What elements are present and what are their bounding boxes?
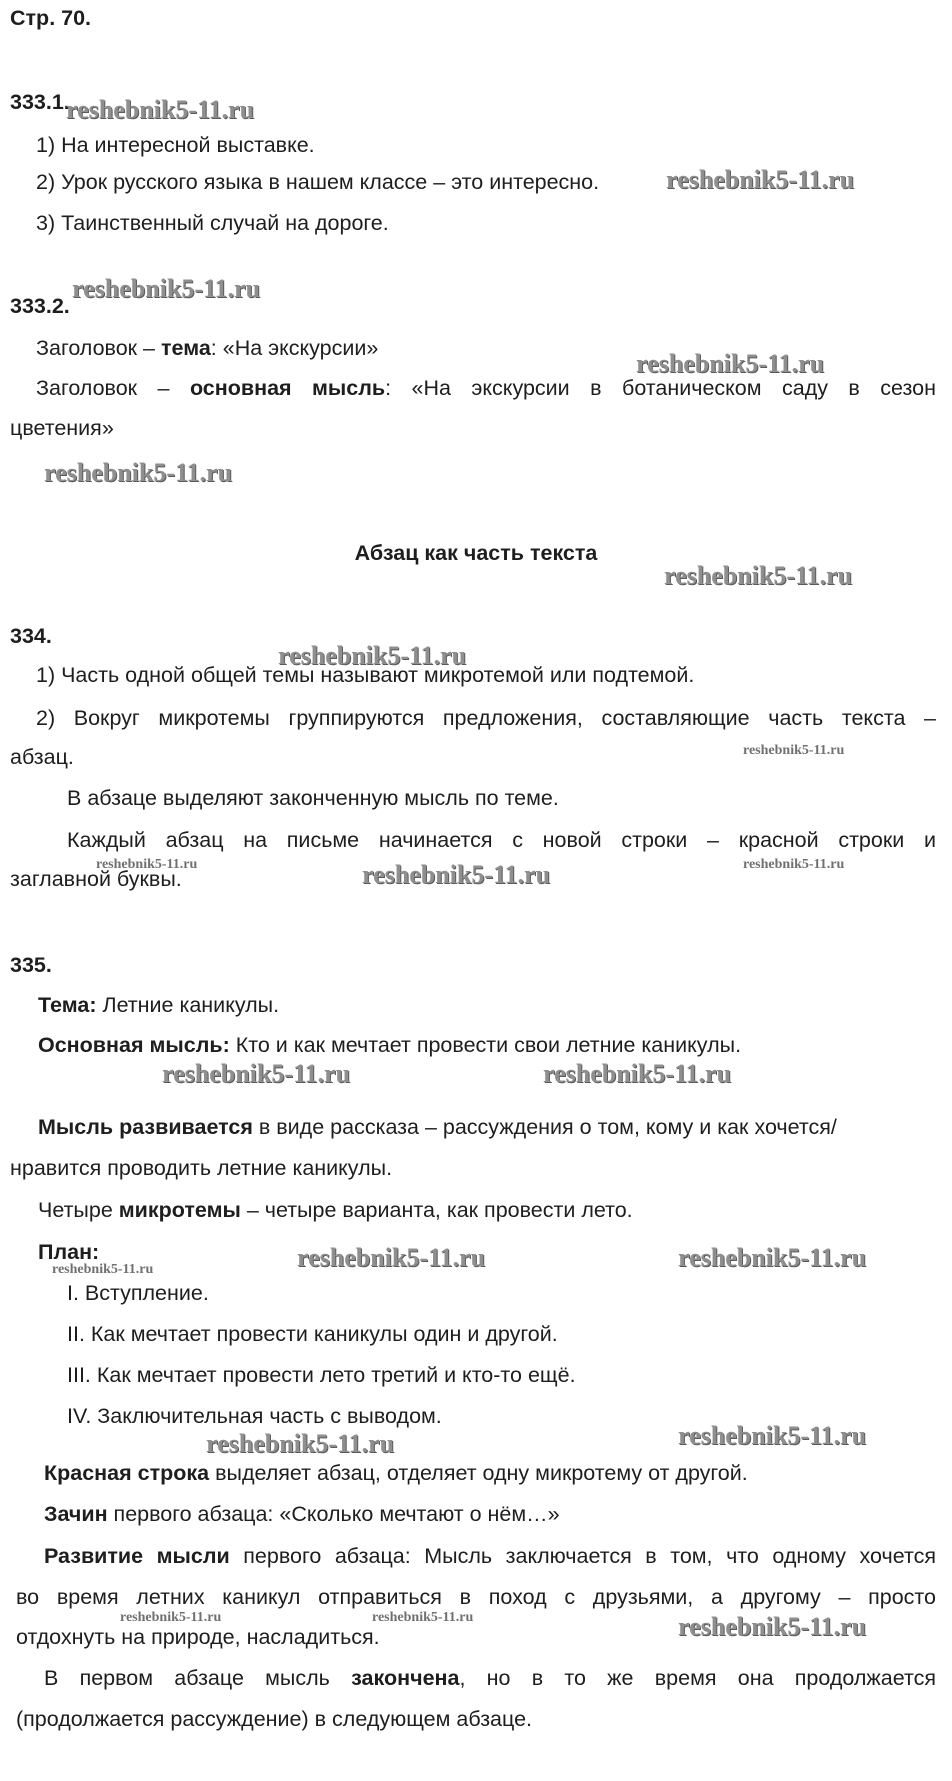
bold-term: Развитие мысли — [44, 1544, 230, 1568]
exercise-number: 334. — [10, 624, 52, 648]
text: выделяет абзац, отделяет одну микротему от другой. — [209, 1461, 748, 1485]
watermark: reshebnik5-11.ru — [44, 458, 233, 487]
text: Заголовок – — [36, 376, 190, 400]
bold-term: тема — [161, 336, 211, 360]
paragraph-line: нравится проводить летние каникулы. — [10, 1156, 393, 1180]
list-item: 2) Урок русского языка в нашем классе – это интересно. — [36, 170, 600, 194]
watermark: reshebnik5-11.ru — [743, 743, 845, 758]
paragraph-line: заглавной буквы. — [10, 867, 182, 891]
watermark: reshebnik5-11.ru — [543, 1059, 732, 1088]
watermark: reshebnik5-11.ru — [678, 1612, 867, 1641]
list-item: 1) На интересной выставке. — [36, 133, 315, 157]
watermark: reshebnik5-11.ru — [666, 165, 855, 194]
text: первого абзаца: «Сколько мечтают о нём…» — [107, 1502, 560, 1526]
plan-item: IV. Заключительная часть с выводом. — [67, 1404, 442, 1428]
bold-term: микротемы — [118, 1198, 241, 1222]
watermark: reshebnik5-11.ru — [664, 561, 853, 590]
watermark: reshebnik5-11.ru — [96, 857, 198, 872]
paragraph-line: Каждый абзац на письме начинается с новой строки – красной строки и — [67, 828, 936, 852]
watermark: reshebnik5-11.ru — [120, 1610, 222, 1625]
exercise-number: 333.1. — [10, 90, 70, 114]
exercise-number: 335. — [10, 953, 52, 977]
paragraph-line — [38, 1035, 741, 1057]
text: Заголовок – — [36, 336, 161, 360]
watermark: reshebnik5-11.ru — [678, 1421, 867, 1450]
paragraph-line — [36, 338, 378, 360]
text: Кто и как мечтает провести свои летние каникулы. — [229, 1033, 742, 1057]
paragraph-line — [44, 1463, 748, 1485]
bold-term: основная мысль — [189, 376, 386, 400]
watermark: reshebnik5-11.ru — [678, 1243, 867, 1272]
watermark: reshebnik5-11.ru — [297, 1243, 486, 1272]
bold-term: закончена — [351, 1666, 460, 1690]
watermark: reshebnik5-11.ru — [743, 857, 845, 872]
watermark: reshebnik5-11.ru — [72, 274, 261, 303]
watermark: reshebnik5-11.ru — [372, 1610, 474, 1625]
plan-item: II. Как мечтает провести каникулы один и другой. — [67, 1322, 558, 1346]
text: : «На экскурсии» — [210, 336, 379, 360]
text: – четыре варианта, как провести лето. — [240, 1198, 633, 1222]
paragraph-line: 1) Часть одной общей темы называют микротемой или подтемой. — [36, 663, 695, 687]
paragraph-line: 2) Вокруг микротемы группируются предложения, составляющие часть текста – — [36, 706, 936, 730]
plan-label: План: — [38, 1240, 100, 1264]
paragraph-line: В абзаце выделяют законченную мысль по теме. — [67, 786, 559, 810]
watermark: reshebnik5-11.ru — [66, 95, 255, 124]
text: в виде рассказа – рассуждения о том, кому и как хочется/ — [252, 1115, 837, 1139]
paragraph-line — [44, 1546, 936, 1568]
watermark: reshebnik5-11.ru — [206, 1429, 395, 1458]
paragraph-line: отдохнуть на природе, насладиться. — [16, 1625, 380, 1649]
text: первого абзаца: Мысль заключается в том, что одному хочется — [229, 1544, 936, 1568]
watermark: reshebnik5-11.ru — [362, 860, 551, 889]
text: В первом абзаце мысль — [44, 1666, 352, 1690]
page-number: Стр. 70. — [10, 6, 92, 30]
paragraph-line — [38, 995, 279, 1017]
bold-term: Тема: — [38, 993, 97, 1017]
watermark: reshebnik5-11.ru — [52, 1262, 154, 1277]
bold-term: Основная мысль: — [38, 1033, 230, 1057]
watermark: reshebnik5-11.ru — [278, 641, 467, 670]
watermark: reshebnik5-11.ru — [162, 1059, 351, 1088]
bold-term: Мысль развивается — [38, 1115, 253, 1139]
paragraph-line — [36, 378, 936, 400]
plan-item: III. Как мечтает провести лето третий и кто-то ещё. — [67, 1363, 576, 1387]
watermark: reshebnik5-11.ru — [636, 349, 825, 378]
paragraph-line: цветения» — [10, 416, 114, 440]
paragraph-line: (продолжается рассуждение) в следующем абзаце. — [16, 1707, 533, 1731]
plan-item: I. Вступление. — [67, 1281, 209, 1305]
list-item: 3) Таинственный случай на дороге. — [36, 211, 389, 235]
bold-term: Зачин — [44, 1502, 108, 1526]
text: Летние каникулы. — [96, 993, 280, 1017]
text: Четыре — [38, 1198, 119, 1222]
paragraph-line — [38, 1117, 837, 1139]
bold-term: Красная строка — [44, 1461, 210, 1485]
exercise-number: 333.2. — [10, 294, 70, 318]
text: : «На экскурсии в ботаническом саду в сезон — [385, 376, 936, 400]
paragraph-line — [44, 1504, 560, 1526]
text: , но в то же время она продолжается — [459, 1666, 936, 1690]
paragraph-line: абзац. — [10, 745, 74, 769]
paragraph-line — [44, 1668, 936, 1690]
paragraph-line: во время летних каникул отправиться в поход с друзьями, а другому – просто — [16, 1585, 936, 1609]
paragraph-line — [38, 1200, 633, 1222]
section-title: Абзац как часть текста — [354, 541, 598, 565]
